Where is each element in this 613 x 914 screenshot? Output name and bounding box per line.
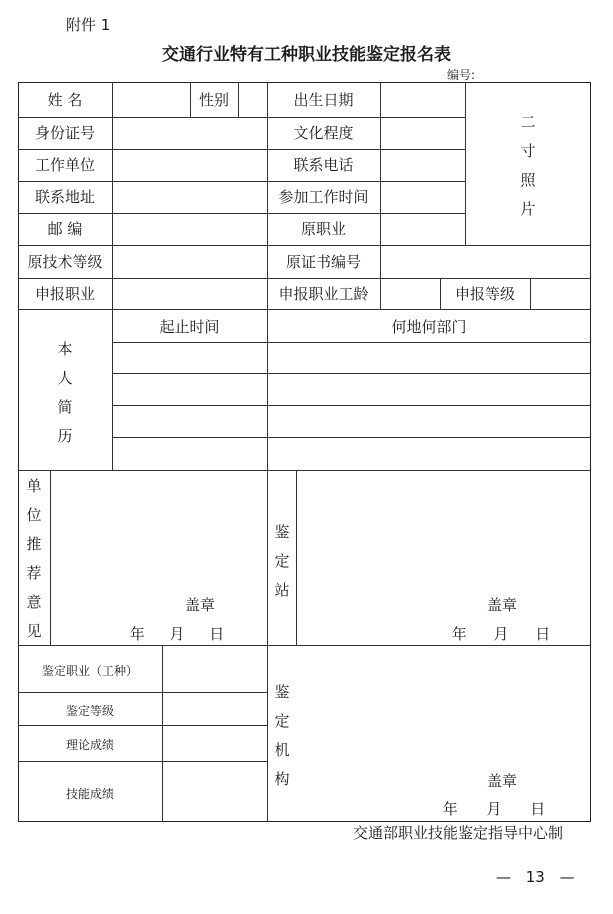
number-label: 编号: bbox=[447, 68, 476, 82]
original-cert-no-label: 原证书编号 bbox=[285, 253, 361, 271]
birth-date-label: 出生日期 bbox=[293, 91, 354, 109]
issuer-text: 交通部职业技能鉴定指导中心制 bbox=[353, 824, 564, 842]
photo-label: 二寸照片 bbox=[520, 113, 536, 218]
result-job-label: 鉴定职业（工种） bbox=[41, 664, 138, 678]
recommend-label: 单位推荐意见 bbox=[26, 477, 42, 640]
result-skill-label: 技能成绩 bbox=[65, 787, 114, 801]
resume-label: 本人简历 bbox=[57, 340, 73, 445]
gender-label: 性别 bbox=[198, 91, 229, 109]
agency-seal: 盖章 bbox=[486, 772, 517, 790]
apply-level-label: 申报等级 bbox=[454, 285, 515, 303]
resume-time-header: 起止时间 bbox=[159, 318, 220, 336]
result-theory-label: 理论成绩 bbox=[65, 738, 114, 752]
id-number-label: 身份证号 bbox=[34, 124, 95, 142]
original-level-label: 原技术等级 bbox=[27, 253, 103, 271]
original-job-label: 原职业 bbox=[300, 220, 346, 238]
name-label: 姓 名 bbox=[47, 91, 83, 109]
work-start-label: 参加工作时间 bbox=[278, 188, 369, 206]
postcode-label: 邮 编 bbox=[47, 220, 83, 238]
address-label: 联系地址 bbox=[34, 188, 95, 206]
apply-job-years-label: 申报职业工龄 bbox=[278, 285, 369, 303]
form-title: 交通行业特有工种职业技能鉴定报名表 bbox=[162, 45, 451, 65]
result-level-label: 鉴定等级 bbox=[65, 704, 114, 718]
station-seal: 盖章 bbox=[486, 596, 517, 614]
page-number: — 13 — bbox=[496, 868, 575, 886]
phone-label: 联系电话 bbox=[293, 156, 354, 174]
recommend-seal: 盖章 bbox=[184, 596, 215, 614]
recommend-date: 年 月 日 bbox=[129, 625, 225, 643]
apply-job-label: 申报职业 bbox=[34, 285, 95, 303]
station-label: 鉴定站 bbox=[274, 523, 290, 599]
education-label: 文化程度 bbox=[293, 124, 354, 142]
resume-place-header: 何地何部门 bbox=[391, 318, 467, 336]
agency-date: 年 月 日 bbox=[442, 800, 546, 818]
employer-label: 工作单位 bbox=[34, 156, 95, 174]
agency-label: 鉴定机构 bbox=[274, 683, 290, 788]
attachment-label: 附件 1 bbox=[66, 16, 111, 34]
station-date: 年 月 日 bbox=[451, 625, 551, 643]
